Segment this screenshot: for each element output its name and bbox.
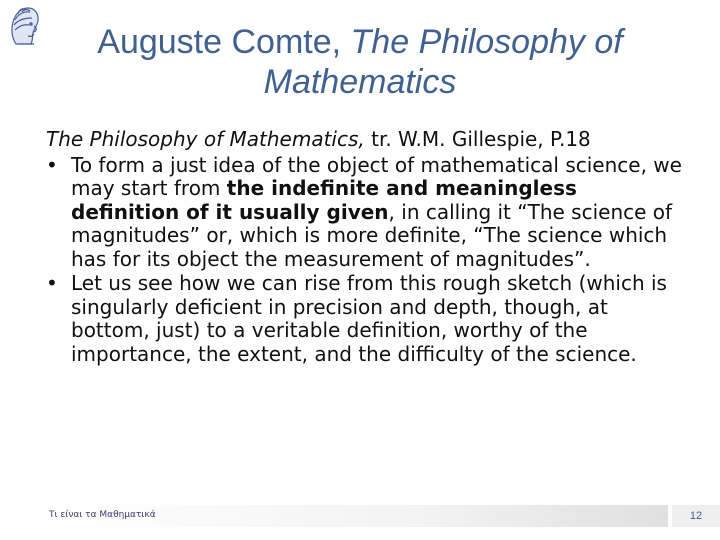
bullet-text: , in calling it “The science of magnitudes” or, which is more definite, “The science which has for its object the measurement of magnitudes”.: [71, 199, 673, 271]
title-line-1: Auguste Comte,: [97, 23, 342, 61]
source-citation: tr. W.M. Gillespie, P.18: [364, 127, 591, 151]
bullet-text: Let us see how we can rise from this rough sketch (which is singularly deficient in precision and depth, though, at bottom, just) to a veritable definition, worthy of the importance, the extent, and the difficulty of the science.: [71, 271, 667, 366]
bullet-emphasis: the indefinite and meaningless definition of it usually given: [71, 176, 577, 224]
page-number: 12: [672, 505, 720, 527]
bullet-marker: •: [46, 152, 58, 177]
source-heading: [46, 128, 686, 152]
slide-body: [46, 128, 686, 367]
source-title: The Philosophy of Mathematics,: [46, 127, 365, 151]
title-line-2: The Philosophy of Mathematics: [263, 23, 623, 101]
slide-title: [60, 22, 660, 102]
bullet-item-1: [46, 154, 686, 272]
bullet-marker: •: [46, 271, 58, 295]
university-head-logo-icon: [6, 0, 44, 50]
bullet-item-2: [46, 272, 686, 366]
bullet-text: To form a just idea of the object of mathematical science, we may start from: [71, 152, 682, 200]
footer-title: Τι είναι τα Μαθηματικά: [49, 510, 156, 520]
